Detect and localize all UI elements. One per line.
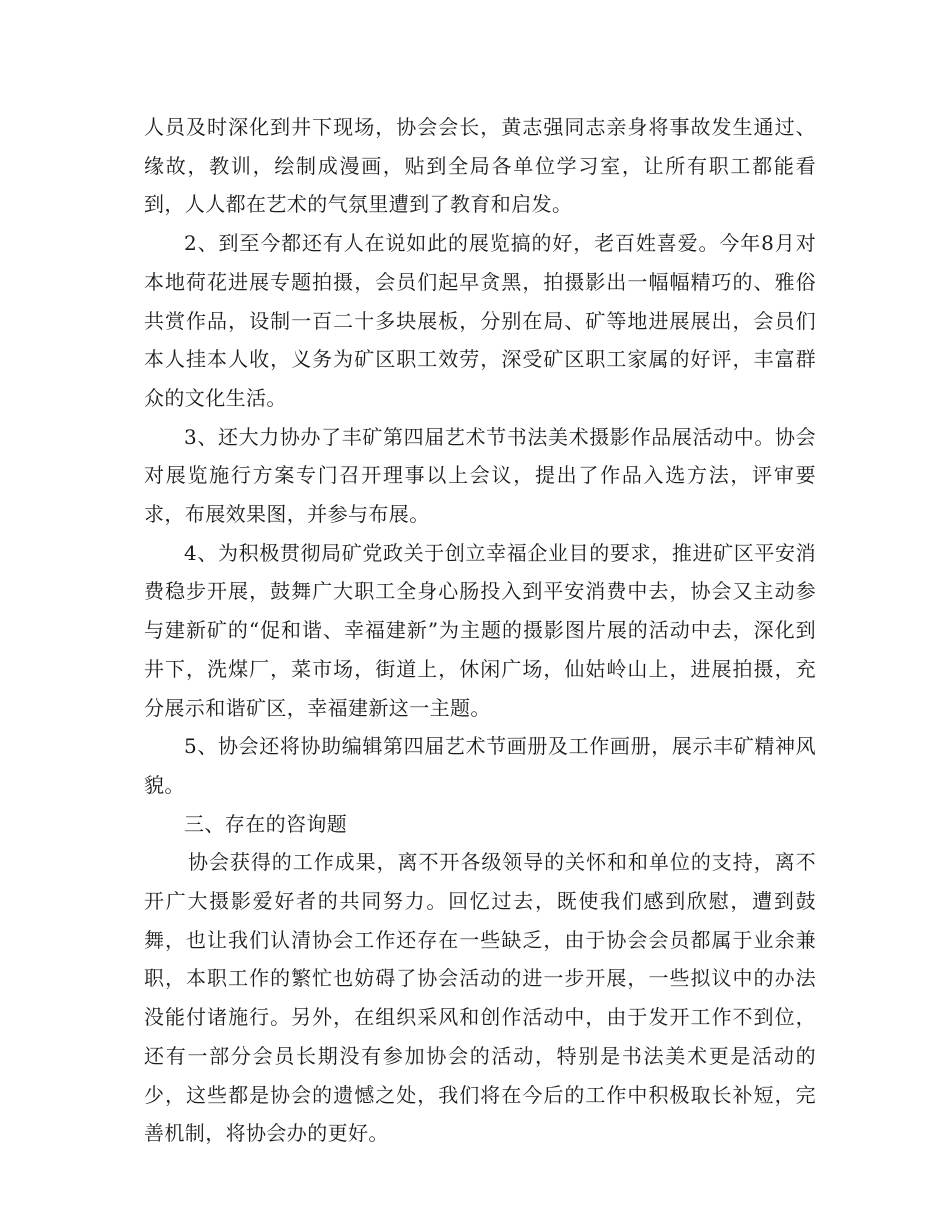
section-heading: 三、存在的咨询题: [184, 811, 348, 836]
paragraph-problems: 协会获得的工作成果，离不开各级领导的关怀和和单位的支持，离不开广大摄影爱好者的共同努力。回忆过去，既使我们感到欣慰，遭到鼓舞，也让我们认清协会工作还存在一些缺乏，由于协会会员都属于业余兼职，本职工作的繁忙也妨碍了协会活动的进一步开展，一些拟议中的办法没能付诸施行。另外，在组织采风和创作活动中，由于发开工作不到位，还有一部分会员长期没有参加协会的活动，特别是书法美术更是活动的少，这些都是协会的遗憾之处，我们将在今后的工作中积极取长补短，完善机制，将协会办的更好。: [144, 850, 816, 1146]
paragraph-item-4: 4、为积极贯彻局矿党政关于创立幸福企业目的要求，推进矿区平安消费稳步开展，鼓舞广大职工全身心肠投入到平安消费中去，协会又主动参与建新矿的“促和谐、幸福建新”为主题的摄影图片展的活动中去，深化到井下，洗煤厂，菜市场，街道上，休闲广场，仙姑岭山上，进展拍摄，充分展示和谐矿区，幸福建新这一主题。: [144, 540, 816, 720]
document-page: [144, 108, 816, 1153]
paragraph-item-5: 5、协会还将协助编辑第四届艺术节画册及工作画册，展示丰矿精神风貌。: [144, 734, 816, 797]
paragraph-item-3: 3、还大力协办了丰矿第四届艺术节书法美术摄影作品展活动中。协会对展览施行方案专门召开理事以上会议，提出了作品入选方法，评审要求，布展效果图，并参与布展。: [144, 424, 816, 527]
paragraph-continuation: 人员及时深化到井下现场，协会会长，黄志强同志亲身将事故发生通过、缘故，教训，绘制成漫画，贴到全局各单位学习室，让所有职工都能看到，人人都在艺术的气氛里遭到了教育和启发。: [144, 115, 816, 217]
paragraph-item-2: 2、到至今都还有人在说如此的展览搞的好，老百姓喜爱。今年8月对本地荷花进展专题拍摄，会员们起早贪黑，拍摄影出一幅幅精巧的、雅俗共赏作品，设制一百二十多块展板，分别在局、矿等地进展展出，会员们本人挂本人收，义务为矿区职工效劳，深受矿区职工家属的好评，丰富群众的文化生活。: [144, 231, 816, 410]
